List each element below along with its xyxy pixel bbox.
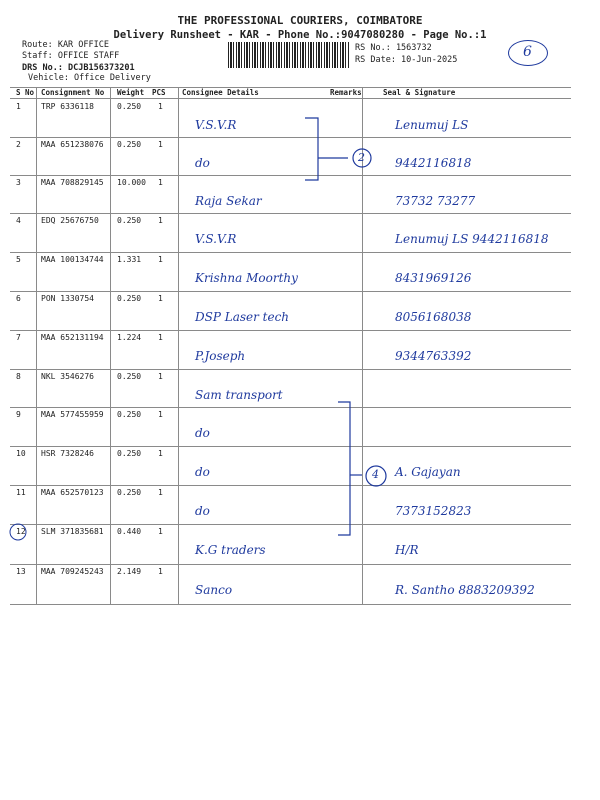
row-seal-signature-handwritten: 7373152823 [395, 504, 472, 518]
rs-date: RS Date: 10-Jun-2025 [355, 55, 458, 65]
row-sno: 10 [16, 449, 26, 458]
row-seal-signature-handwritten: A. Gajayan [395, 465, 461, 479]
row-consignment-no: MAA 100134744 [41, 255, 104, 264]
row-pcs: 1 [158, 178, 163, 187]
row-weight: 0.250 [117, 294, 142, 303]
row-seal-signature-handwritten: 8056168038 [395, 310, 472, 324]
row-consignment-no: PON 1330754 [41, 294, 94, 303]
col-header-consignee: Consignee Details [182, 88, 259, 97]
row-sno: 5 [16, 255, 21, 264]
row-weight: 2.149 [117, 567, 142, 576]
row-consignment-no: SLM 371835681 [41, 527, 104, 536]
rs-number: RS No.: 1563732 [355, 43, 432, 53]
row-consignment-no: MAA 651238076 [41, 140, 104, 149]
row-seal-signature-handwritten: 73732 73277 [395, 194, 476, 208]
row-consignee-handwritten: Sam transport [195, 388, 283, 402]
row-weight: 10.000 [117, 178, 146, 187]
row-consignee-handwritten: DSP Laser tech [195, 310, 290, 324]
route-label: Route: KAR OFFICE [22, 40, 109, 50]
row-weight: 0.250 [117, 410, 142, 419]
row-seal-signature-handwritten: 9442116818 [395, 156, 472, 170]
row-pcs: 1 [158, 333, 163, 342]
row-consignment-no: MAA 709245243 [41, 567, 104, 576]
row-pcs: 1 [158, 488, 163, 497]
row-sno: 13 [16, 567, 26, 576]
row-consignment-no: MAA 708829145 [41, 178, 104, 187]
row-weight: 0.440 [117, 527, 142, 536]
row-consignee-handwritten: V.S.V.R [195, 118, 237, 132]
row-seal-signature-handwritten: 8431969126 [395, 271, 472, 285]
row-consignment-no: MAA 652570123 [41, 488, 104, 497]
row-weight: 0.250 [117, 216, 142, 225]
drs-number: DRS No.: DCJB156373201 [22, 63, 135, 73]
row-consignment-no: MAA 577455959 [41, 410, 104, 419]
row-weight: 0.250 [117, 140, 142, 149]
row-weight: 1.224 [117, 333, 142, 342]
row-sno: 3 [16, 178, 21, 187]
bracket-mark-b: 4 [372, 468, 379, 481]
row-pcs: 1 [158, 102, 163, 111]
row-consignee-handwritten: P.Joseph [195, 349, 246, 363]
row-sno: 7 [16, 333, 21, 342]
row-consignee-handwritten: Krishna Moorthy [195, 271, 298, 285]
row-weight: 0.250 [117, 372, 142, 381]
col-header-pcs: PCS [152, 88, 166, 97]
row-weight: 0.250 [117, 488, 142, 497]
row-consignment-no: TRP 6336118 [41, 102, 94, 111]
row-consignment-no: EDQ 25676750 [41, 216, 99, 225]
row-consignee-handwritten: Sanco [195, 583, 233, 597]
row-sno: 4 [16, 216, 21, 225]
company-title: THE PROFESSIONAL COURIERS, COIMBATORE [177, 14, 423, 27]
bracket-mark-a: 2 [358, 151, 365, 164]
row-seal-signature-handwritten: R. Santho 8883209392 [395, 583, 535, 597]
row-seal-signature-handwritten: Lenumuj LS 9442116818 [395, 232, 549, 246]
row-sno: 1 [16, 102, 21, 111]
staff-label: Staff: OFFICE STAFF [22, 51, 120, 61]
row-sno: 2 [16, 140, 21, 149]
row-consignee-handwritten: V.S.V.R [195, 232, 237, 246]
row-sno: 9 [16, 410, 21, 419]
row-sno: 11 [16, 488, 26, 497]
row-pcs: 1 [158, 140, 163, 149]
row-seal-signature-handwritten: 9344763392 [395, 349, 472, 363]
row-consignee-handwritten: do [195, 504, 210, 518]
row-sno: 6 [16, 294, 21, 303]
row-sno: 8 [16, 372, 21, 381]
row-consignee-handwritten: Raja Sekar [195, 194, 262, 208]
row-pcs: 1 [158, 449, 163, 458]
row-consignee-handwritten: do [195, 465, 210, 479]
circled-page-mark: 6 [508, 40, 548, 66]
col-header-remarks: Remarks [330, 88, 362, 97]
col-header-weight: Weight [117, 88, 145, 97]
row-seal-signature-handwritten: Lenumuj LS [395, 118, 469, 132]
row-consignee-handwritten: K.G traders [195, 543, 266, 557]
row-consignment-no: NKL 3546276 [41, 372, 94, 381]
col-header-seal: Seal & Signature [383, 88, 456, 97]
row-pcs: 1 [158, 255, 163, 264]
row-weight: 0.250 [117, 449, 142, 458]
row-weight: 1.331 [117, 255, 142, 264]
col-header-sno: S No [16, 88, 35, 97]
row-sno: 12 [16, 527, 26, 536]
row-pcs: 1 [158, 216, 163, 225]
row-pcs: 1 [158, 410, 163, 419]
row-consignment-no: HSR 7328246 [41, 449, 94, 458]
row-pcs: 1 [158, 294, 163, 303]
row-seal-signature-handwritten: H/R [395, 543, 419, 557]
row-pcs: 1 [158, 372, 163, 381]
row-consignee-handwritten: do [195, 426, 210, 440]
runsheet-subtitle: Delivery Runsheet - KAR - Phone No.:9047080280 - Page No.:1 [113, 29, 487, 41]
row-pcs: 1 [158, 527, 163, 536]
row-weight: 0.250 [117, 102, 142, 111]
row-pcs: 1 [158, 567, 163, 576]
col-header-consignment: Consignment No [41, 88, 105, 97]
row-consignee-handwritten: do [195, 156, 210, 170]
row-consignment-no: MAA 652131194 [41, 333, 104, 342]
vehicle-label: Vehicle: Office Delivery [28, 73, 151, 83]
